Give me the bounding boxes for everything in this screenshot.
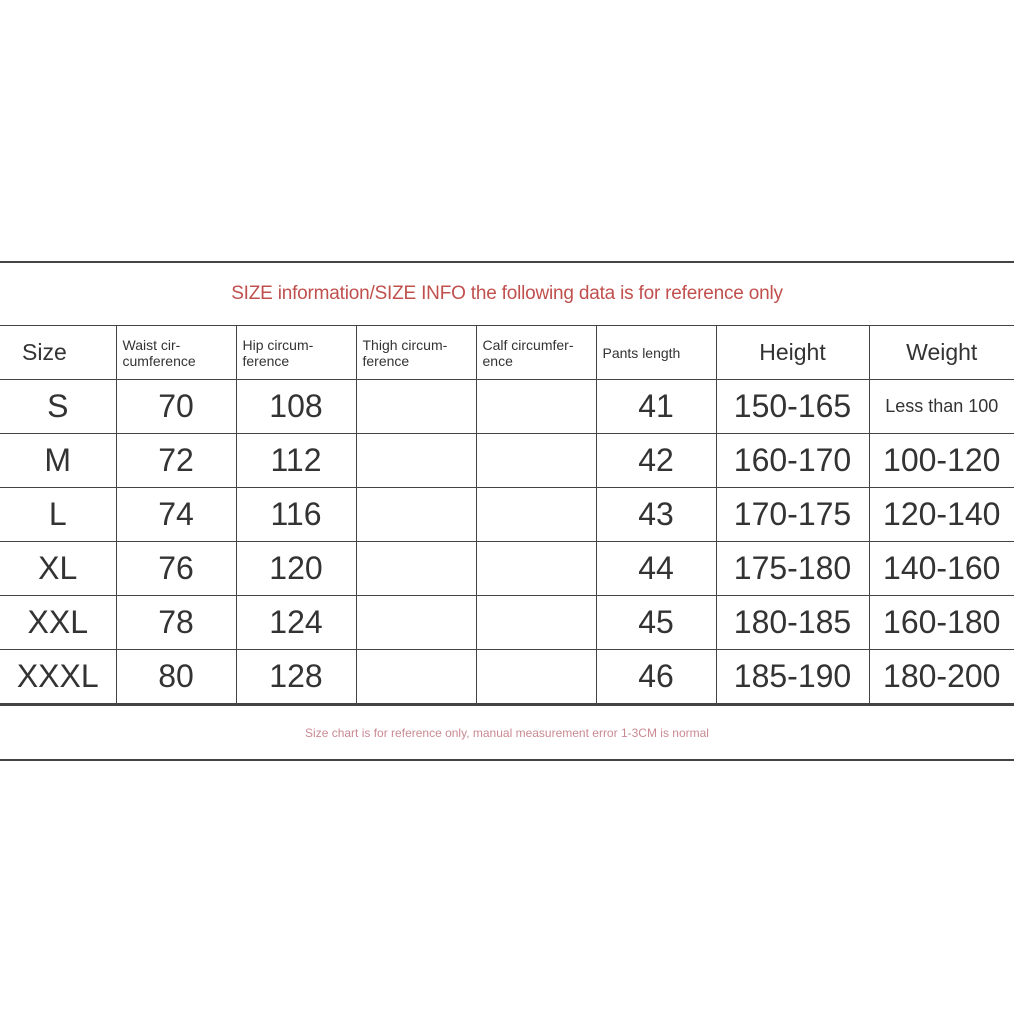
table-row bbox=[0, 380, 1014, 434]
table-cell: 120-140 bbox=[869, 488, 1014, 542]
table-cell: L bbox=[0, 488, 116, 542]
table-cell: XXL bbox=[0, 596, 116, 650]
table-cell bbox=[476, 596, 596, 650]
table-cell: 80 bbox=[116, 650, 236, 704]
table-cell: 74 bbox=[116, 488, 236, 542]
table-cell bbox=[476, 380, 596, 434]
table-cell: 43 bbox=[596, 488, 716, 542]
table-cell: 175-180 bbox=[716, 542, 869, 596]
table-cell: 160-170 bbox=[716, 434, 869, 488]
table-cell bbox=[356, 596, 476, 650]
table-row bbox=[0, 434, 1014, 488]
size-chart bbox=[0, 261, 1014, 761]
table-cell: M bbox=[0, 434, 116, 488]
table-cell: XXXL bbox=[0, 650, 116, 704]
size-table bbox=[0, 325, 1014, 704]
table-cell: 78 bbox=[116, 596, 236, 650]
table-cell: 72 bbox=[116, 434, 236, 488]
table-cell: 140-160 bbox=[869, 542, 1014, 596]
header-row bbox=[0, 326, 1014, 380]
table-cell: 46 bbox=[596, 650, 716, 704]
table-cell bbox=[476, 650, 596, 704]
table-cell: 170-175 bbox=[716, 488, 869, 542]
table-row bbox=[0, 488, 1014, 542]
table-cell: 150-165 bbox=[716, 380, 869, 434]
table-cell bbox=[476, 542, 596, 596]
table-cell: 45 bbox=[596, 596, 716, 650]
table-cell: 112 bbox=[236, 434, 356, 488]
table-cell: 160-180 bbox=[869, 596, 1014, 650]
table-cell: 41 bbox=[596, 380, 716, 434]
column-header: Calf circumfer-ence bbox=[476, 326, 596, 380]
table-cell bbox=[476, 434, 596, 488]
column-header: Thigh circum-ference bbox=[356, 326, 476, 380]
column-header: Pants length bbox=[596, 326, 716, 380]
chart-title: SIZE information/SIZE INFO the following data is for reference only bbox=[231, 283, 783, 304]
table-row bbox=[0, 596, 1014, 650]
table-cell: 70 bbox=[116, 380, 236, 434]
table-cell: 116 bbox=[236, 488, 356, 542]
table-cell: 108 bbox=[236, 380, 356, 434]
table-cell bbox=[356, 434, 476, 488]
table-cell bbox=[356, 650, 476, 704]
table-cell: 44 bbox=[596, 542, 716, 596]
table-cell: 120 bbox=[236, 542, 356, 596]
footer-note: Size chart is for reference only, manual measurement error 1-3CM is normal bbox=[0, 704, 1014, 761]
column-header: Size bbox=[0, 326, 116, 380]
table-cell: 76 bbox=[116, 542, 236, 596]
table-cell: 180-185 bbox=[716, 596, 869, 650]
table-cell: 185-190 bbox=[716, 650, 869, 704]
table-cell: 180-200 bbox=[869, 650, 1014, 704]
column-header: Waist cir-cumference bbox=[116, 326, 236, 380]
table-cell: 42 bbox=[596, 434, 716, 488]
table-row bbox=[0, 650, 1014, 704]
table-cell: 124 bbox=[236, 596, 356, 650]
table-row bbox=[0, 542, 1014, 596]
column-header: Height bbox=[716, 326, 869, 380]
table-cell: S bbox=[0, 380, 116, 434]
column-header: Weight bbox=[869, 326, 1014, 380]
table-cell: XL bbox=[0, 542, 116, 596]
table-cell bbox=[356, 380, 476, 434]
table-cell bbox=[356, 488, 476, 542]
table-cell bbox=[356, 542, 476, 596]
table-cell: 128 bbox=[236, 650, 356, 704]
table-cell bbox=[476, 488, 596, 542]
table-cell: Less than 100 bbox=[869, 380, 1014, 434]
column-header: Hip circum-ference bbox=[236, 326, 356, 380]
table-cell: 100-120 bbox=[869, 434, 1014, 488]
